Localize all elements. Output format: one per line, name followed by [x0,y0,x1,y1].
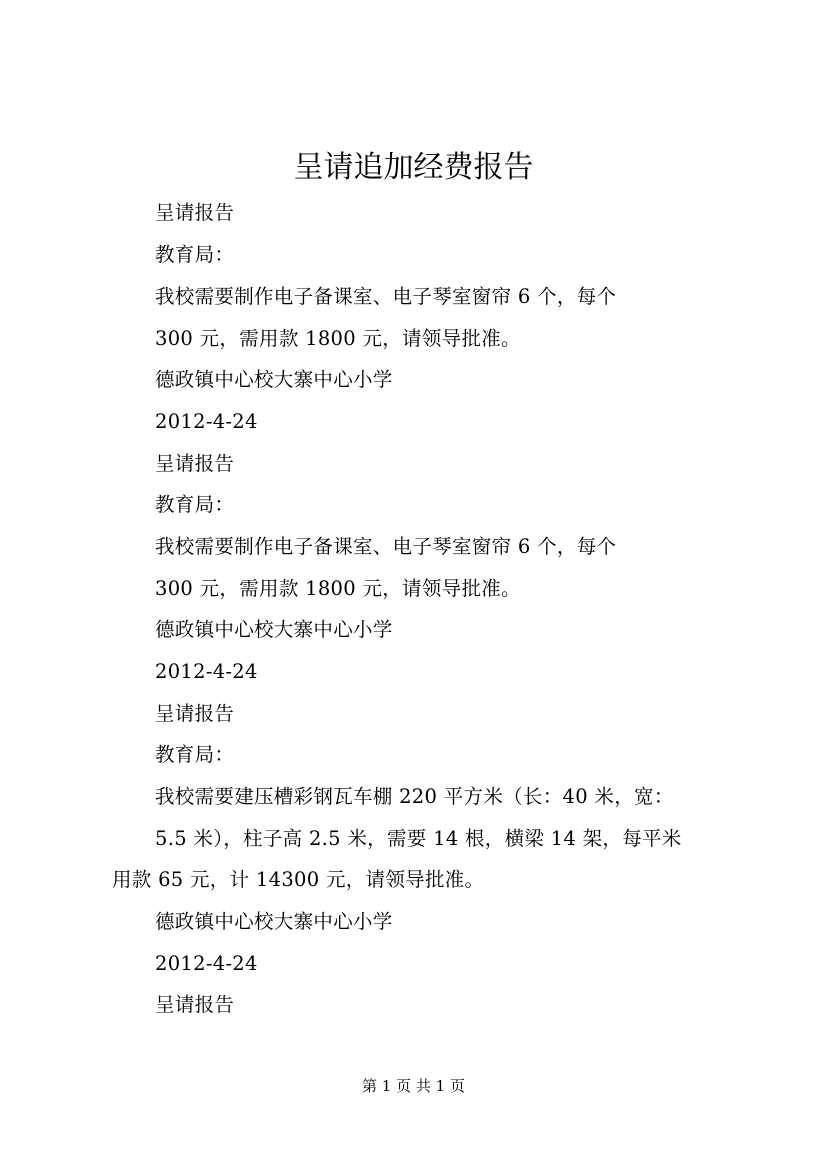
text-line: 德政镇中心校大寨中心小学 [155,910,393,933]
text-line: 呈请报告 [155,201,235,224]
text-line: 德政镇中心校大寨中心小学 [155,368,393,391]
text-line: 300 元，需用款 1800 元，请领导批准。 [155,327,521,350]
text-line: 2012-4-24 [155,952,258,975]
text-line: 教育局： [155,493,235,516]
text-line: 呈请报告 [155,993,235,1016]
text-line: 教育局： [155,743,235,766]
text-line: 2012-4-24 [155,410,258,433]
text-line: 德政镇中心校大寨中心小学 [155,618,393,641]
text-line: 2012-4-24 [155,660,258,683]
text-line: 呈请报告 [155,452,235,475]
text-line: 用款 65 元，计 14300 元，请领导批准。 [112,868,485,891]
text-line: 我校需要建压槽彩钢瓦车棚 220 平方米（长：40 米，宽： [155,785,674,808]
document-title: 呈请追加经费报告 [293,150,534,185]
text-line: 呈请报告 [155,702,235,725]
text-line: 我校需要制作电子备课室、电子琴室窗帘 6 个，每个 [155,535,617,558]
text-line: 5.5 米），柱子高 2.5 米，需要 14 根，横梁 14 架，每平米 [155,827,682,850]
page-number: 第 1 页 共 1 页 [362,1077,465,1095]
text-line: 300 元，需用款 1800 元，请领导批准。 [155,577,521,600]
text-line: 教育局： [155,243,235,266]
text-line: 我校需要制作电子备课室、电子琴室窗帘 6 个，每个 [155,285,617,308]
